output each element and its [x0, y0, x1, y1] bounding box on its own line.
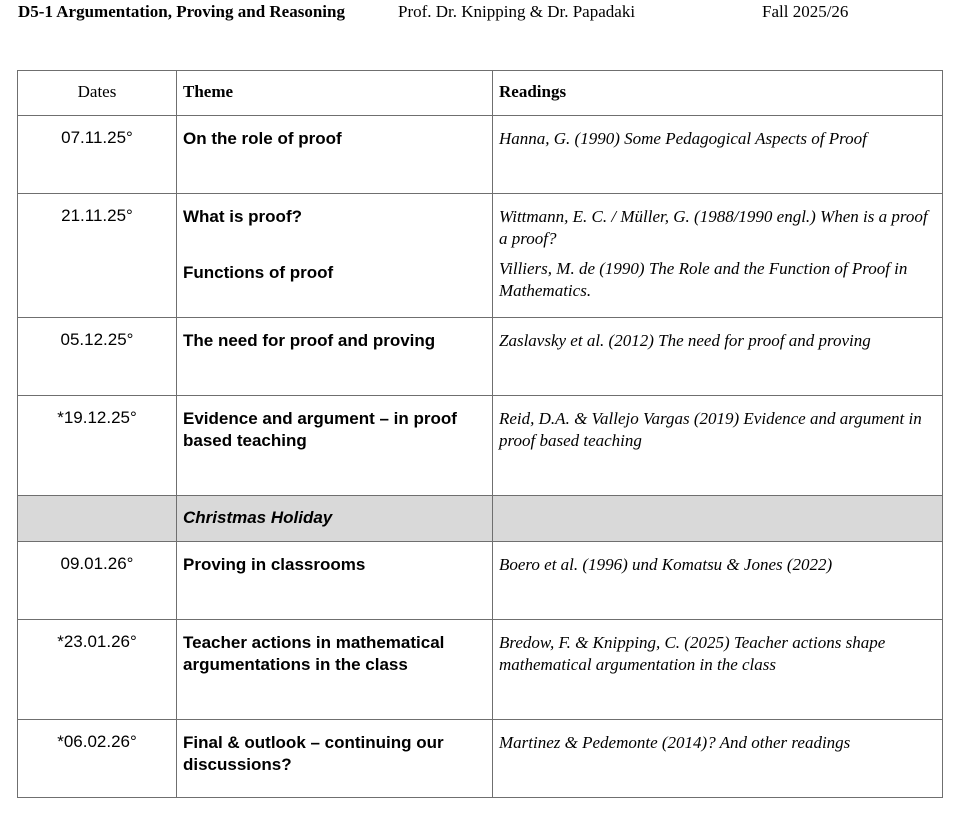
session-reading: Bredow, F. & Knipping, C. (2025) Teacher actions shape mathematical argumentation in the class [493, 620, 943, 720]
table-row [18, 116, 943, 194]
table-row [18, 194, 943, 318]
session-theme: The need for proof and proving [177, 318, 493, 396]
table-row [18, 720, 943, 798]
term: Fall 2025/26 [762, 2, 849, 21]
session-date: *23.01.26° [18, 620, 177, 720]
schedule-table [17, 70, 943, 798]
session-reading: Martinez & Pedemonte (2014)? And other readings [493, 720, 943, 798]
session-date: 07.11.25° [18, 116, 177, 194]
table-row [18, 396, 943, 496]
session-theme: Proving in classrooms [177, 542, 493, 620]
session-reading [493, 496, 943, 542]
holiday-row [18, 496, 943, 542]
column-header-theme: Theme [177, 71, 493, 116]
session-date: *19.12.25° [18, 396, 177, 496]
session-reading-secondary: Villiers, M. de (1990) The Role and the Function of Proof in Mathematics. [499, 259, 908, 300]
session-theme: Teacher actions in mathematical argumentations in the class [177, 620, 493, 720]
instructors: Prof. Dr. Knipping & Dr. Papadaki [398, 2, 636, 21]
session-reading: Reid, D.A. & Vallejo Vargas (2019) Evidence and argument in proof based teaching [493, 396, 943, 496]
table-row [18, 542, 943, 620]
session-theme: Final & outlook – continuing our discussions? [177, 720, 493, 798]
session-theme: On the role of proof [177, 116, 493, 194]
table-row [18, 318, 943, 396]
session-theme-secondary: Functions of proof [183, 263, 334, 282]
column-header-readings: Readings [493, 71, 943, 116]
holiday-label: Christmas Holiday [177, 496, 493, 542]
session-date: 09.01.26° [18, 542, 177, 620]
session-theme: What is proof? [183, 207, 302, 226]
table-header-row [18, 71, 943, 116]
session-date: *06.02.26° [18, 720, 177, 798]
session-theme-cell [177, 194, 493, 318]
session-reading: Boero et al. (1996) und Komatsu & Jones (2022) [493, 542, 943, 620]
session-theme: Evidence and argument – in proof based teaching [177, 396, 493, 496]
session-date: 05.12.25° [18, 318, 177, 396]
session-date [18, 496, 177, 542]
session-reading: Hanna, G. (1990) Some Pedagogical Aspects of Proof [493, 116, 943, 194]
document-header [0, 0, 958, 30]
session-date: 21.11.25° [18, 194, 177, 318]
course-title: D5-1 Argumentation, Proving and Reasoning [18, 2, 345, 21]
table-row [18, 620, 943, 720]
session-reading: Wittmann, E. C. / Müller, G. (1988/1990 engl.) When is a proof a proof? [499, 207, 928, 248]
column-header-dates: Dates [18, 71, 177, 116]
session-reading-cell [493, 194, 943, 318]
session-reading: Zaslavsky et al. (2012) The need for proof and proving [493, 318, 943, 396]
